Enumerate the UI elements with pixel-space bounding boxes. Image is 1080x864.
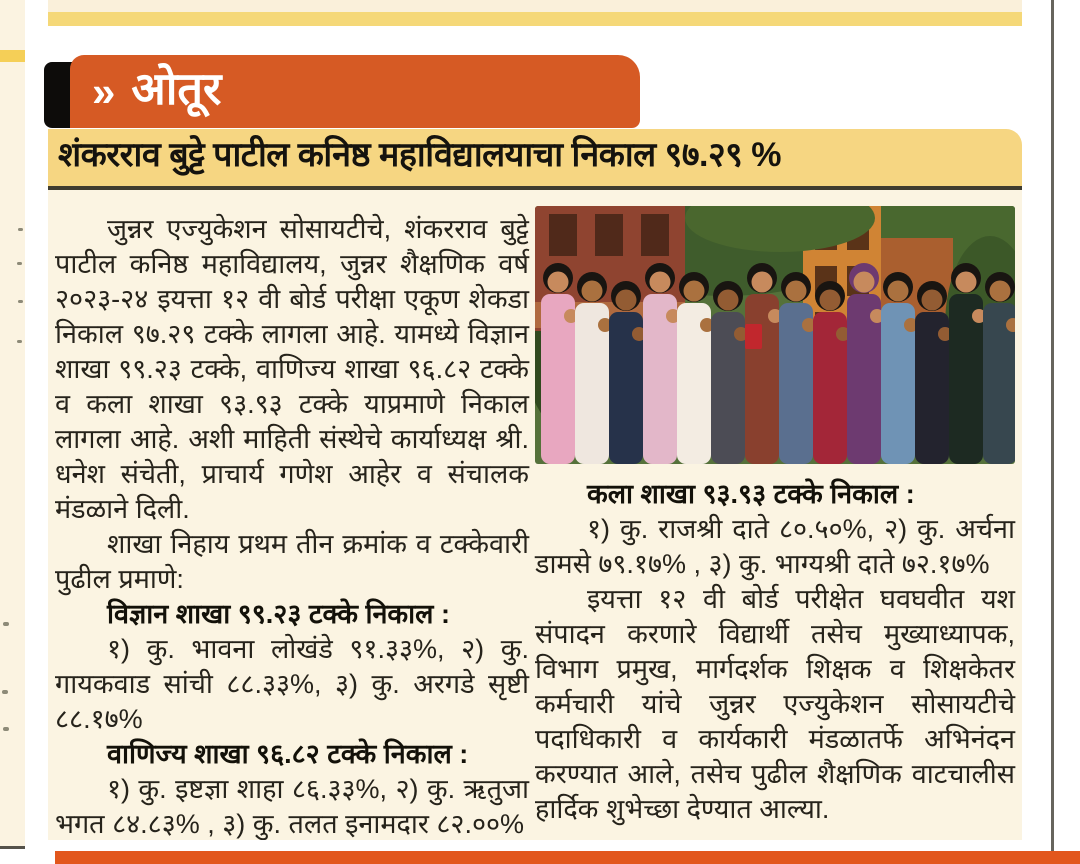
top-yellow-bar	[48, 12, 1022, 26]
column-rule	[1051, 0, 1054, 864]
edge-text-fragment	[2, 690, 8, 694]
edge-text-fragment	[3, 622, 9, 626]
edge-text-fragment	[3, 727, 9, 731]
left-edge-strip	[0, 0, 25, 849]
article-photo	[535, 206, 1015, 464]
section-tab-label: ओतूर	[131, 63, 222, 114]
arts-toppers: १) कु. राजश्री दाते ८०.५०%, २) कु. अर्चना डामसे ७९.१७% , ३) कु. भाग्यश्री दाते ७२.१७%	[535, 514, 1015, 579]
commerce-branch-heading: वाणिज्य शाखा ९६.८२ टक्के निकाल :	[107, 739, 469, 769]
commerce-toppers: १) कु. इष्टज्ञा शाहा ८६.३३%, २) कु. ऋतुजा भगत ८४.८३% , ३) कु. तलत इनामदार ८२.००%	[55, 774, 529, 839]
edge-text-fragment	[17, 340, 22, 343]
top-cream-band	[48, 0, 1022, 12]
lead-paragraph: जुन्नर एज्युकेशन सोसायटीचे, शंकरराव बुट्टे पाटील कनिष्ठ महाविद्यालय, जुन्नर शैक्षणिक वर्ष २०२३-२४ इयत्ता १२ वी बोर्ड परीक्षा एकूण शेकडा निकाल ९७.२९ टक्के लागला आहे. यामध्ये विज्ञान शाखा ९९.२३ टक्के, वाणिज्य शाखा ९६.८२ टक्के व कला शाखा ९३.९३ टक्के याप्रमाणे निकाल लागला आहे. अशी माहिती संस्थेचे कार्याध्यक्ष श्री. धनेश संचेती, प्राचार्य गणेश आहेर व संचालक मंडळाने दिली.	[55, 214, 529, 524]
article-body	[48, 190, 1022, 840]
headline-banner	[48, 129, 1022, 190]
headline: शंकरराव बुट्टे पाटील कनिष्ठ महाविद्यालयाचा निकाल ९७.२९ %	[58, 135, 781, 174]
double-chevron-icon: »	[92, 67, 112, 115]
section-tab	[70, 55, 640, 128]
science-branch-heading: विज्ञान शाखा ९९.२३ टक्के निकाल :	[107, 599, 450, 629]
edge-yellow-dash	[0, 50, 25, 62]
science-toppers: १) कु. भावना लोखंडे ९१.३३%, २) कु. गायकवाड सांची ८८.३३%, ३) कु. अरगडे सृष्टी ८८.१७%	[55, 634, 529, 734]
bottom-orange-bar	[55, 851, 1080, 864]
left-column	[55, 212, 529, 840]
edge-text-fragment	[18, 300, 23, 303]
arts-branch-heading: कला शाखा ९३.९३ टक्के निकाल :	[587, 479, 915, 509]
edge-text-fragment	[17, 262, 22, 265]
edge-text-fragment	[18, 228, 23, 231]
students-photo-illustration	[535, 206, 1015, 464]
right-column	[535, 206, 1015, 827]
closing-paragraph: इयत्ता १२ वी बोर्ड परीक्षेत घवघवीत यश संपादन करणारे विद्यार्थी तसेच मुख्याध्यापक, विभाग प्रमुख, मार्गदर्शक शिक्षक व शिक्षकेतर कर्मचारी यांचे जुन्नर एज्युकेशन सोसायटीचे पदाधिकारी व कार्यकारी मंडळातर्फे अभिनंदन करण्यात आले, तसेच पुढील शैक्षणिक वाटचालीस हार्दिक शुभेच्छा देण्यात आल्या.	[535, 584, 1015, 824]
toppers-intro: शाखा निहाय प्रथम तीन क्रमांक व टक्केवारी पुढील प्रमाणे:	[55, 529, 529, 594]
